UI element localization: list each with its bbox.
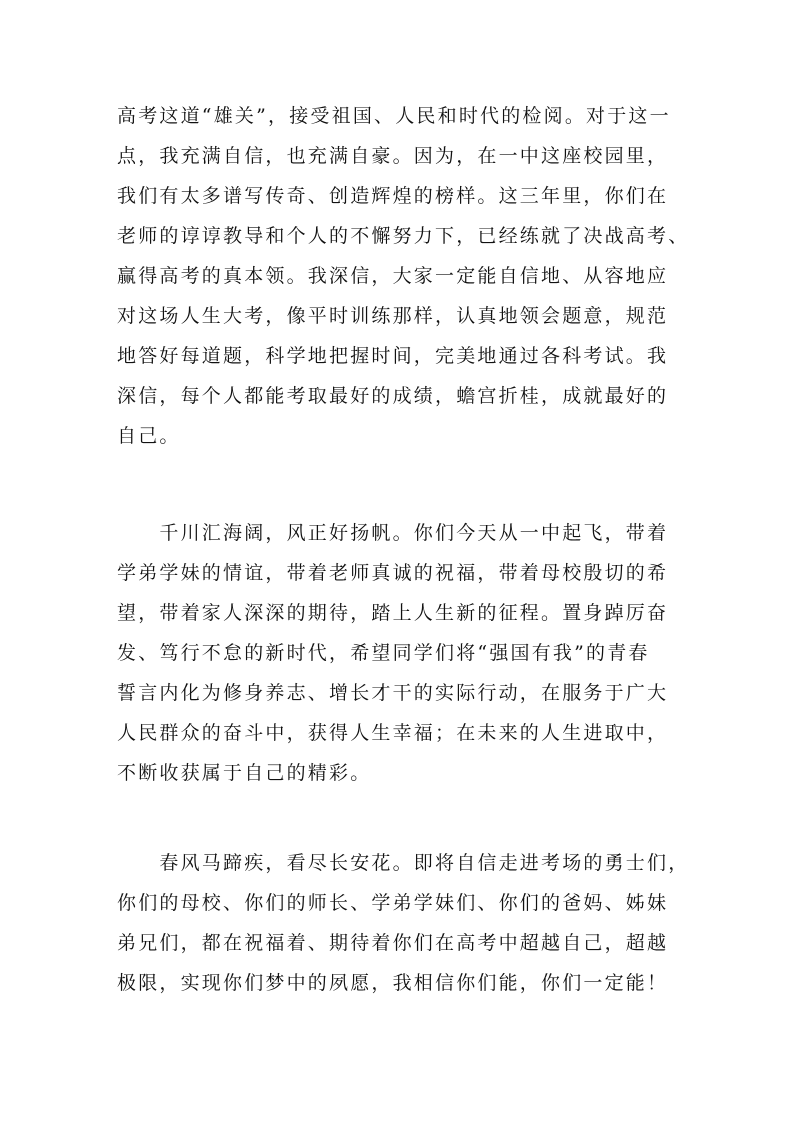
paragraph-line: 千川汇海阔，风正好扬帆。你们今天从一中起飞，带着 [117,522,669,544]
paragraph-line: 望，带着家人深深的期待，踏上人生新的征程。置身踔厉奋 [117,602,669,624]
paragraph-line: 深信，每个人都能考取最好的成绩，蟾宫折桂，成就最好的 [117,385,669,407]
paragraph-line: 春风马蹄疾，看尽长安花。即将自信走进考场的勇士们， [117,852,690,874]
paragraph-2 [117,513,683,793]
paragraph-line: 自己。 [117,425,181,447]
paragraph-line: 不断收获属于自己的精彩。 [117,762,372,784]
paragraph-line: 极限，实现你们梦中的夙愿，我相信你们能，你们一定能！ [117,972,669,994]
paragraph-3 [117,843,690,1003]
paragraph-line: 赢得高考的真本领。我深信，大家一定能自信地、从容地应 [117,265,669,287]
paragraph-line: 老师的谆谆教导和个人的不懈努力下，已经练就了决战高考、 [117,225,690,247]
paragraph-line: 我们有太多谱写传奇、创造辉煌的榜样。这三年里，你们在 [117,185,669,207]
paragraph-line: 你们的母校、你们的师长、学弟学妹们、你们的爸妈、姊妹 [117,892,669,914]
paragraph-line: 点，我充满自信，也充满自豪。因为，在一中这座校园里， [117,145,669,167]
paragraph-line: 高考这道“雄关”，接受祖国、人民和时代的检阅。对于这一 [117,105,671,127]
paragraph-line: 地答好每道题，科学地把握时间，完美地通过各科考试。我 [117,345,669,367]
paragraph-line: 人民群众的奋斗中，获得人生幸福；在未来的人生进取中， [117,722,669,744]
paragraph-1 [117,96,690,456]
paragraph-line: 学弟学妹的情谊，带着老师真诚的祝福，带着母校殷切的希 [117,562,669,584]
paragraph-line: 对这场人生大考，像平时训练那样，认真地领会题意，规范 [117,305,669,327]
paragraph-line: 誓言内化为修身养志、增长才干的实际行动，在服务于广大 [117,682,669,704]
paragraph-line: 发、笃行不怠的新时代，希望同学们将“强国有我”的青春 [117,642,650,664]
paragraph-line: 弟兄们，都在祝福着、期待着你们在高考中超越自己，超越 [117,932,669,954]
